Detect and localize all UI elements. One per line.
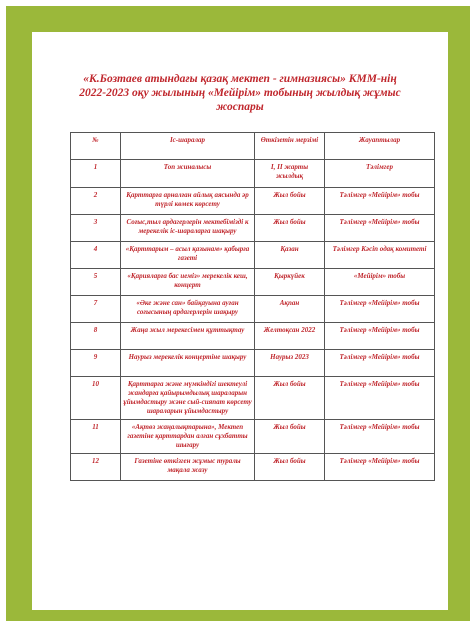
row-activity: Қарттарға және мүмкіндігі шектеулі жандарға қайырымдылық шараларын ұйымдастыру және сый-сияпат көрсету шараларын ұйымдастыру bbox=[121, 377, 255, 420]
table-row bbox=[71, 160, 435, 188]
row-period: Қазан bbox=[255, 242, 325, 269]
document-title bbox=[32, 72, 448, 114]
row-activity: «Әке және сан» байқауына ауған соғысының ардагерлерін шақыру bbox=[121, 296, 255, 323]
table-row bbox=[71, 323, 435, 350]
row-responsible: Тәлімгер Кәсіп одақ комитеті bbox=[325, 242, 435, 269]
row-period: Жыл бойы bbox=[255, 377, 325, 420]
row-period: Жыл бойы bbox=[255, 215, 325, 242]
row-responsible: Тәлімгер «Мейірім» тобы bbox=[325, 420, 435, 454]
row-period: Ақпан bbox=[255, 296, 325, 323]
row-activity: Газетіне өткізген жұмыс туралы мақала жазу bbox=[121, 454, 255, 481]
row-activity: «Қарияларға бас иеміз» мерекелік кеш, концерт bbox=[121, 269, 255, 296]
row-activity: «Қарттарым – асыл қазынам» қабырға газеті bbox=[121, 242, 255, 269]
row-num: 11 bbox=[71, 420, 121, 454]
title-line-3: жоспары bbox=[216, 101, 264, 113]
table-row bbox=[71, 377, 435, 420]
table-row bbox=[71, 296, 435, 323]
row-responsible: Тәлімгер bbox=[325, 160, 435, 188]
row-responsible: Тәлімгер «Мейірім» тобы bbox=[325, 215, 435, 242]
row-period: Қыркүйек bbox=[255, 269, 325, 296]
row-period: Жыл бойы bbox=[255, 454, 325, 481]
title-line-2: 2022-2023 оқу жылының «Мейірім» тобының жылдық жұмыс bbox=[79, 87, 401, 99]
row-num: 2 bbox=[71, 188, 121, 215]
row-num: 1 bbox=[71, 160, 121, 188]
row-activity: Топ жиналысы bbox=[121, 160, 255, 188]
row-activity: Соғыс,тыл ардагерлерін мектебімізді к мерекелік іс-шараларға шақыру bbox=[121, 215, 255, 242]
document-sheet bbox=[32, 32, 448, 610]
row-num: 10 bbox=[71, 377, 121, 420]
page-frame bbox=[6, 6, 470, 621]
table-row bbox=[71, 215, 435, 242]
table-row bbox=[71, 454, 435, 481]
row-num: 5 bbox=[71, 269, 121, 296]
row-num: 12 bbox=[71, 454, 121, 481]
table-row bbox=[71, 269, 435, 296]
row-activity: Қарттарға арналған айлық аясында әр түрлі көмек көрсету bbox=[121, 188, 255, 215]
row-responsible: «Мейірім» тобы bbox=[325, 269, 435, 296]
row-activity: «Ақтөз жаңалықтарына», Мектеп газетіне қарттардан алған сұхбатты шығару bbox=[121, 420, 255, 454]
header-num: № bbox=[71, 133, 121, 160]
table-row bbox=[71, 188, 435, 215]
table-header-row bbox=[71, 133, 435, 160]
row-num: 4 bbox=[71, 242, 121, 269]
row-responsible: Тәлімгер «Мейірім» тобы bbox=[325, 454, 435, 481]
row-period: Наурыз 2023 bbox=[255, 350, 325, 377]
header-activity: Іс-шаралар bbox=[121, 133, 255, 160]
table-row bbox=[71, 350, 435, 377]
row-num: 7 bbox=[71, 296, 121, 323]
row-responsible: Тәлімгер «Мейірім» тобы bbox=[325, 323, 435, 350]
table-row bbox=[71, 242, 435, 269]
row-period: Жыл бойы bbox=[255, 420, 325, 454]
title-line-1: «К.Бозтаев атындағы қазақ мектеп - гимназиясы» КММ-нің bbox=[83, 73, 397, 85]
plan-table bbox=[70, 132, 435, 481]
row-activity: Наурыз мерекелік концертіне шақыру bbox=[121, 350, 255, 377]
row-responsible: Тәлімгер «Мейірім» тобы bbox=[325, 296, 435, 323]
row-period: І, ІІ жарты жылдық bbox=[255, 160, 325, 188]
row-responsible: Тәлімгер «Мейірім» тобы bbox=[325, 188, 435, 215]
header-period: Өткізетін мерзімі bbox=[255, 133, 325, 160]
row-num: 8 bbox=[71, 323, 121, 350]
row-period: Жыл бойы bbox=[255, 188, 325, 215]
row-num: 3 bbox=[71, 215, 121, 242]
row-num: 9 bbox=[71, 350, 121, 377]
row-period: Желтоқсан 2022 bbox=[255, 323, 325, 350]
row-activity: Жаңа жыл мерекесімен құттықтау bbox=[121, 323, 255, 350]
table-row bbox=[71, 420, 435, 454]
header-responsible: Жауаптылар bbox=[325, 133, 435, 160]
row-responsible: Тәлімгер «Мейірім» тобы bbox=[325, 350, 435, 377]
row-responsible: Тәлімгер «Мейірім» тобы bbox=[325, 377, 435, 420]
